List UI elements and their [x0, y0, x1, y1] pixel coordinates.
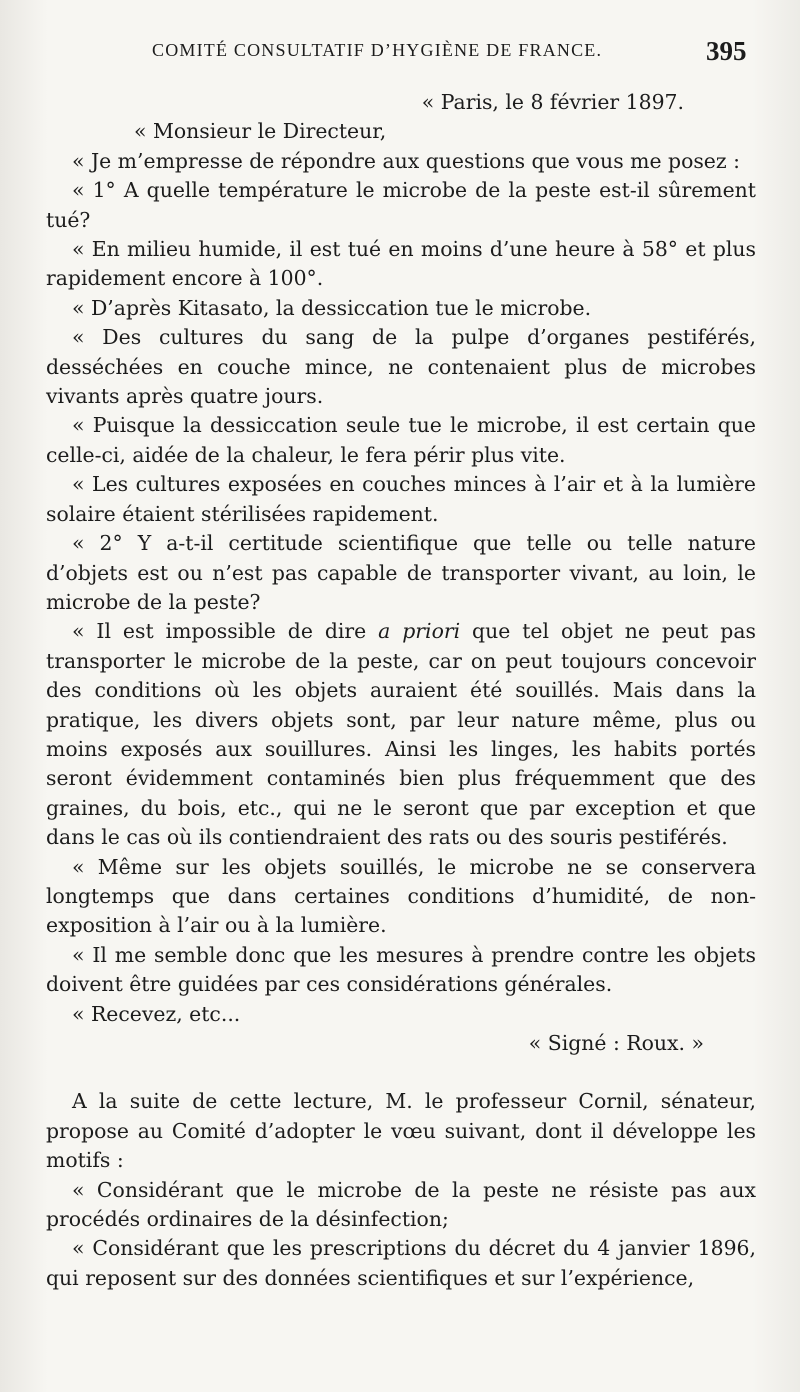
paragraph: « Il me semble donc que les mesures à prendre contre les objets doivent être guidées par ces considérations générales. [46, 942, 756, 997]
letter-salutation: « Monsieur le Directeur, [134, 119, 387, 144]
paragraph: « Les cultures exposées en couches minces à l’air et à la lumière solaire étaient stérilisées rapidement. [46, 472, 756, 526]
paragraph: « Même sur les objets souillés, le microbe ne se conservera longtemps que dans certaines conditions d’humidité, de non-exposition à l’air ou à la lumière. [46, 854, 756, 938]
paragraph-text: que tel objet ne peut pas transporter le microbe de la peste, car on peut toujours concevoir des conditions où les objets auraient été souillés. Mais dans la pratique, les divers objets sont, par leur nature même, plus ou moins exposés aux souillures. Ainsi les linges, les habits portés seront évidemment contaminés bien plus fréquemment que des graines, du bois, etc., qui ne le seront que par exception et que dans le cas où ils contiendraient des rats ou des souris pestiférés. [46, 619, 756, 850]
paragraph [46, 617, 756, 852]
letter-signature: « Signé : Roux. » [528, 1031, 704, 1055]
running-title: COMITÉ CONSULTATIF D’HYGIÈNE DE FRANCE. [152, 40, 603, 60]
paragraph: « Des cultures du sang de la pulpe d’organes pestiférés, desséchées en couche mince, ne contenaient plus de microbes vivants après quatre jours. [46, 325, 756, 409]
page-number: 395 [706, 36, 747, 66]
paragraph-text: « Il est impossible de dire [72, 619, 379, 644]
paragraph: « En milieu humide, il est tué en moins d’une heure à 58° et plus rapidement encore à 100°. [46, 237, 756, 291]
paragraph: « 2° Y a-t-il certitude scientifique que telle ou telle nature d’objets est ou n’est pas capable de transporter vivant, au loin, le microbe de la peste? [46, 531, 756, 614]
paragraph: « Recevez, etc... [72, 1001, 241, 1026]
paragraph: « Considérant que les prescriptions du décret du 4 janvier 1896, qui reposent sur des données scientifiques et sur l’expérience, [46, 1236, 756, 1290]
paragraph: « D’après Kitasato, la dessiccation tue le microbe. [72, 295, 592, 320]
paragraph-gap [46, 1058, 756, 1087]
paragraph: « 1° A quelle température le microbe de la peste est-il sûrement tué? [46, 178, 756, 232]
paragraph: A la suite de cette lecture, M. le professeur Cornil, sénateur, propose au Comité d’adopter le vœu suivant, dont il développe les motifs : [46, 1089, 756, 1173]
paragraph: « Je m’empresse de répondre aux questions que vous me posez : [72, 148, 740, 173]
paragraph: « Puisque la dessiccation seule tue le microbe, il est certain que celle-ci, aidée de la chaleur, le fera périr plus vite. [46, 413, 756, 467]
page-header [0, 36, 800, 72]
paragraph: « Considérant que le microbe de la peste ne résiste pas aux procédés ordinaires de la désinfection; [46, 1177, 756, 1232]
body-text [46, 88, 756, 1293]
letter-date-line: « Paris, le 8 février 1897. [421, 90, 684, 114]
italic-phrase: a priori [378, 619, 461, 644]
